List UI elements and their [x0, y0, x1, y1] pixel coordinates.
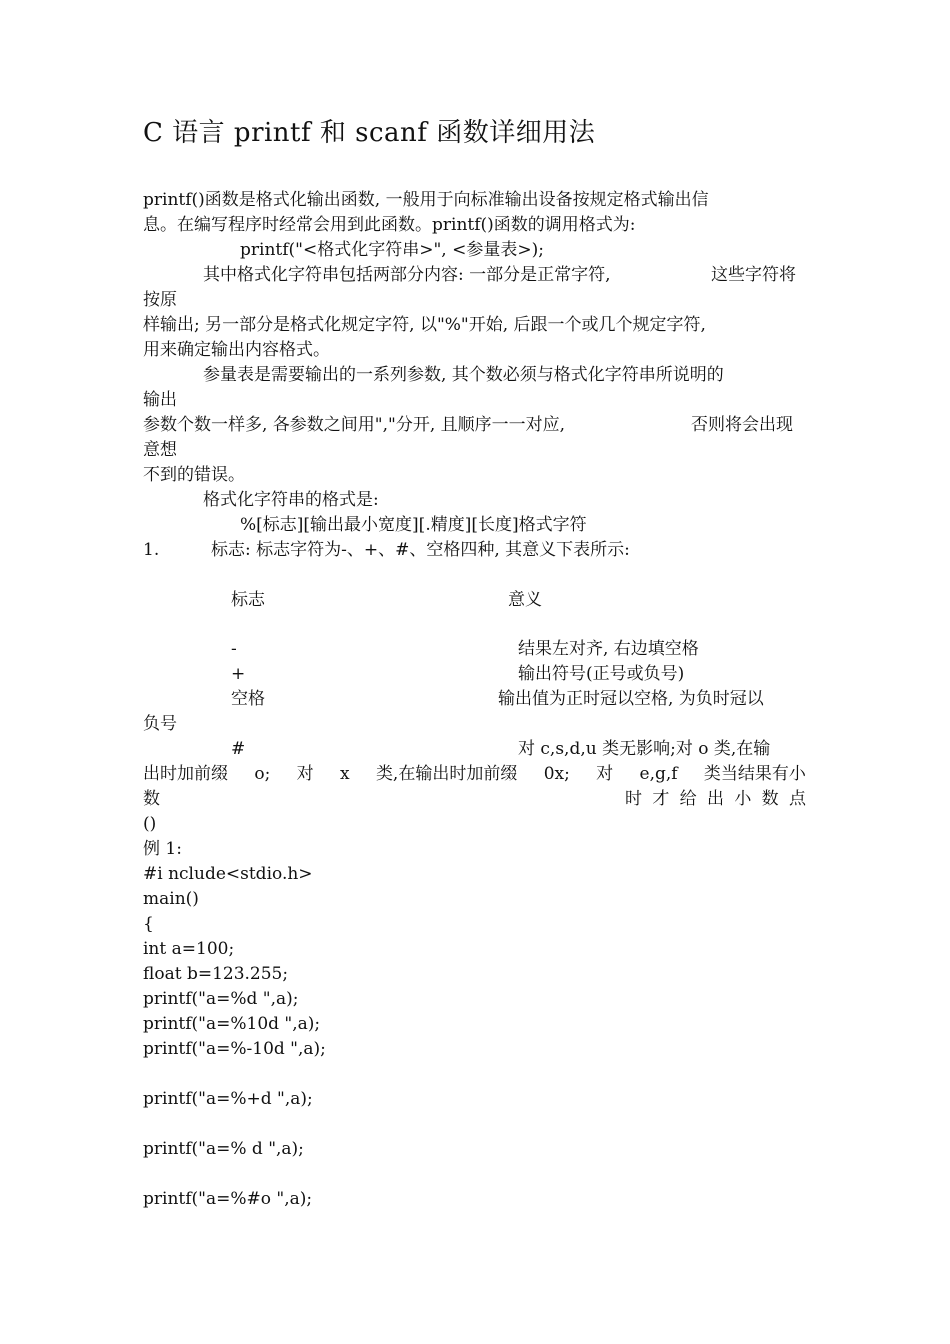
table-row-flag: - — [231, 639, 237, 659]
char: 时 — [625, 789, 642, 809]
word: o; — [254, 764, 271, 784]
char: 出 — [706, 789, 724, 809]
format-para-line-3: 样输出; 另一部分是格式化规定字符, 以"%"开始, 后跟一个或几个规定字符, — [143, 315, 706, 335]
code-line: float b=123.255; — [143, 964, 289, 984]
code-line: int a=100; — [143, 939, 235, 959]
table-header-meaning: 意义 — [508, 590, 542, 610]
code-line: { — [143, 914, 154, 934]
format-para-line-1a: 其中格式化字符串包括两部分内容: 一部分是正常字符, — [203, 265, 611, 285]
flags-section-number: 1. — [143, 540, 160, 560]
flags-section-text: 标志: 标志字符为-、+、#、空格四种, 其意义下表所示: — [211, 540, 630, 560]
table-row-meaning-cont: 数 — [143, 789, 160, 809]
code-line: printf("a=%+d ",a); — [143, 1089, 313, 1109]
table-row-flag: 空格 — [231, 689, 265, 709]
word: 出时加前缀 — [143, 764, 228, 784]
table-row-meaning-cont: () — [143, 814, 157, 834]
table-row-meaning-cont: 负号 — [143, 714, 177, 734]
word: 对 — [296, 764, 314, 784]
format-para-line-4: 用来确定输出内容格式。 — [143, 340, 330, 360]
code-line: printf("a=%d ",a); — [143, 989, 299, 1009]
table-row-meaning: 输出值为正时冠以空格, 为负时冠以 — [498, 689, 764, 709]
table-row-flag: + — [231, 664, 246, 684]
page-title: C 语言 printf 和 scanf 函数详细用法 — [143, 118, 596, 148]
table-row-meaning: 对 c,s,d,u 类无影响;对 o 类,在输 — [518, 739, 771, 759]
word: 0x; — [543, 764, 570, 784]
table-row-flag: # — [231, 739, 246, 759]
args-para-line-2: 输出 — [143, 390, 177, 410]
char: 小 — [734, 789, 752, 809]
args-para-line-1: 参量表是需要输出的一系列参数, 其个数必须与格式化字符串所说明的 — [203, 365, 724, 385]
code-line: #i nclude<stdio.h> — [143, 864, 313, 884]
table-row-meaning-cont — [625, 787, 806, 812]
word: x — [340, 764, 350, 784]
args-para-line-3b: 否则将会出现 — [691, 415, 793, 435]
code-line: main() — [143, 889, 199, 909]
table-header-flag: 标志 — [231, 590, 265, 610]
format-para-line-2: 按原 — [143, 290, 177, 310]
intro-line-2: 息。在编写程序时经常会用到此函数。printf()函数的调用格式为: — [143, 215, 636, 235]
format-spec-heading: 格式化字符串的格式是: — [203, 490, 379, 510]
code-line: printf("a=%10d ",a); — [143, 1014, 321, 1034]
table-row-meaning-cont — [143, 762, 806, 787]
word: 类,在输出时加前缀 — [375, 764, 518, 784]
args-para-line-4: 意想 — [143, 440, 177, 460]
word: 对 — [596, 764, 614, 784]
call-format: printf("<格式化字符串>", <参量表>); — [240, 240, 544, 260]
table-row-meaning: 结果左对齐, 右边填空格 — [518, 639, 699, 659]
code-line: printf("a=% d ",a); — [143, 1139, 304, 1159]
format-spec-syntax: %[标志][输出最小宽度][.精度][长度]格式字符 — [240, 515, 587, 535]
code-line: printf("a=%-10d ",a); — [143, 1039, 326, 1059]
format-para-line-1b: 这些字符将 — [711, 265, 796, 285]
example-label: 例 1: — [143, 839, 182, 859]
word: 类当结果有小 — [703, 764, 806, 784]
intro-line-1: printf()函数是格式化输出函数, 一般用于向标准输出设备按规定格式输出信 — [143, 190, 709, 210]
table-row-meaning: 输出符号(正号或负号) — [518, 664, 685, 684]
args-para-line-3a: 参数个数一样多, 各参数之间用","分开, 且顺序一一对应, — [143, 415, 566, 435]
char: 点 — [788, 789, 806, 809]
args-para-line-5: 不到的错误。 — [143, 465, 245, 485]
char: 才 — [652, 789, 670, 809]
char: 给 — [679, 789, 697, 809]
code-line: printf("a=%#o ",a); — [143, 1189, 313, 1209]
word: e,g,f — [639, 764, 678, 784]
char: 数 — [761, 789, 779, 809]
